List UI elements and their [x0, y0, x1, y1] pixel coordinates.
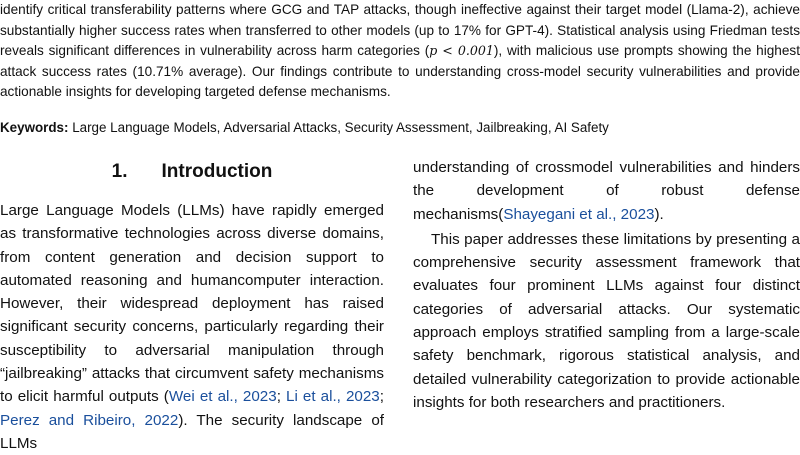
p-value-formula: p < 0.001: [429, 43, 494, 59]
intro-text-1: Large Language Models (LLMs) have rapidly emerged as transformative technologies across diverse domains, from content generation and decision support to automated reasoning and humancomputer interaction. However, their widespread deployment has raised significant security concerns, particularly regarding their susceptibility to adversarial manipulation through “jailbreaking” attacks that circumvent safety mechanisms to elicit harmful outputs (: [0, 202, 384, 406]
section-heading: [0, 155, 384, 189]
citation-separator: ;: [379, 388, 384, 406]
right-text-1: understanding of crossmodel vulnerabilities and hinders the development of robust defense mechanisms(: [413, 159, 800, 223]
intro-paragraph-1: [0, 199, 384, 455]
keywords-label: Keywords:: [0, 120, 69, 135]
abstract-paragraph: [0, 0, 800, 103]
citation-separator: ;: [276, 388, 286, 406]
citation-shayegani-2023[interactable]: Shayegani et al., 2023: [503, 205, 655, 223]
section-number: 1.: [111, 161, 128, 182]
citation-li-2023[interactable]: Li et al., 2023: [286, 388, 380, 406]
right-column: [413, 155, 800, 414]
right-text-1-end: ).: [654, 205, 664, 223]
right-paragraph-1: [413, 156, 800, 226]
abstract-text-part-2: ), with malicious use prompts showing the highest attack success rates (10.71% average). Our findings contribute to understanding cross-model security vulnerabilities and provide actionable insights for developing targeted defense mechanisms.: [0, 43, 800, 100]
keywords-list: Large Language Models, Adversarial Attacks, Security Assessment, Jailbreaking, AI Safety: [72, 120, 609, 135]
left-column: [0, 155, 384, 455]
citation-perez-ribeiro-2022[interactable]: Perez and Ribeiro, 2022: [0, 411, 179, 429]
keywords-line: [0, 118, 800, 138]
intro-text-2: ). The security landscape of LLMs: [0, 411, 384, 452]
section-title: Introduction: [161, 161, 273, 182]
abstract-section: [0, 0, 800, 103]
right-paragraph-2: This paper addresses these limitations by presenting a comprehensive security assessment framework that evaluates four prominent LLMs against four distinct categories of adversarial attacks. Our systematic approach employs stratified sampling from a large-scale safety benchmark, rigorous statistical analysis, and detailed vulnerability categorization to provide actionable insights for both researchers and practitioners.: [413, 230, 800, 411]
citation-wei-2023[interactable]: Wei et al., 2023: [168, 388, 277, 406]
abstract-text-part-1: identify critical transferability patterns where GCG and TAP attacks, though ineffective against their target model (Llama-2), achieve substantially higher success rates when transferred to other models (up to 17% for GPT-4). Statistical analysis using Friedman tests reveals significant differences in vulnerability across harm categories (: [0, 2, 800, 59]
